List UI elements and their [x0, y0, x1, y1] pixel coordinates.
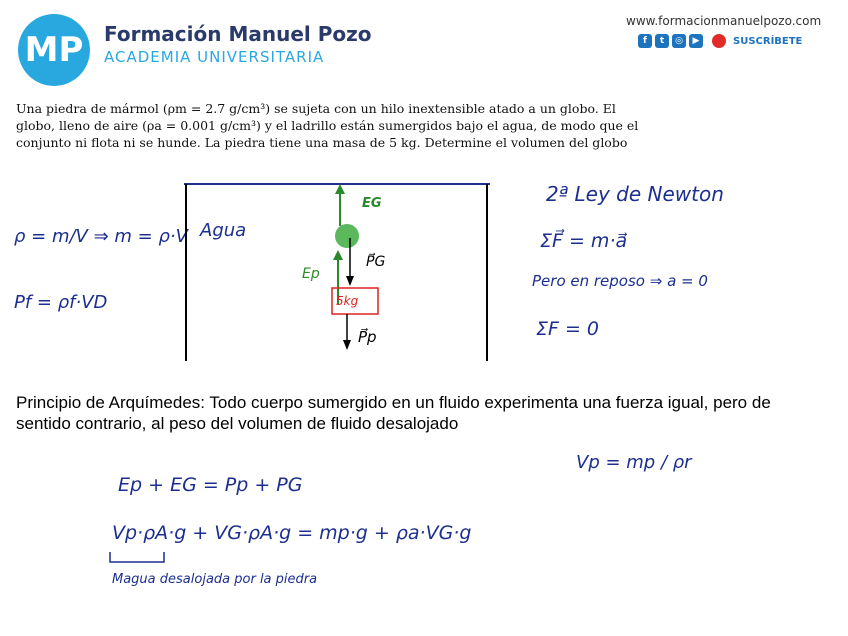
force-ep-label: Ep — [302, 266, 320, 282]
subscribe-button[interactable]: SUSCRÍBETE — [733, 35, 803, 47]
facebook-icon[interactable]: f — [638, 34, 652, 48]
sum-zero-equation: ΣF = 0 — [536, 318, 600, 340]
density-formula: ρ = m/V ⇒ m = ρ·V — [14, 226, 188, 247]
underline-bracket — [108, 550, 168, 566]
site-url-link[interactable]: www.formacionmanuelpozo.com — [626, 14, 822, 28]
instagram-icon[interactable]: ◎ — [672, 34, 686, 48]
balance-equation: Ep + EG = Pp + PG — [118, 474, 303, 496]
force-eg-label: EG — [362, 196, 382, 211]
balloon-icon — [335, 224, 359, 248]
brand-subtitle: ACADEMIA UNIVERSITARIA — [104, 48, 325, 66]
diagram — [180, 176, 500, 366]
logo-icon: MP — [18, 14, 90, 86]
social-bar — [638, 34, 802, 48]
bell-icon[interactable] — [712, 34, 726, 48]
newton-equation: ΣF⃗ = m·a⃗ — [540, 230, 628, 252]
newton-title: 2ª Ley de Newton — [546, 182, 724, 206]
force-pg-label: P⃗G — [366, 254, 386, 270]
youtube-icon[interactable]: ▶ — [689, 34, 703, 48]
weight-formula: Pf = ρf·VD — [14, 292, 108, 313]
expanded-equation: Vp·ρA·g + VG·ρA·g = mp·g + ρa·VG·g — [112, 522, 472, 544]
stone-label: 5kg — [336, 294, 359, 308]
vp-formula: Vp = mp / ρr — [576, 452, 692, 473]
problem-statement: Una piedra de mármol (ρm = 2.7 g/cm³) se sujeta con un hilo inextensible atado a un globo. El globo, lleno de aire (ρa = 0.001 g/cm³) y el ladrillo están sumergidos bajo el agua, de modo que el conjunto ni flota ni se hunde. La piedra tiene una masa de 5 kg. Determine el volumen del globo — [16, 101, 639, 150]
displaced-water-note: Magua desalojada por la piedra — [112, 572, 318, 587]
water-label: Agua — [200, 220, 247, 241]
rest-note: Pero en reposo ⇒ a = 0 — [532, 272, 708, 290]
force-pp-label: P⃗p — [358, 328, 377, 346]
twitter-icon[interactable]: t — [655, 34, 669, 48]
archimedes-principle: Principio de Arquímedes: Todo cuerpo sumergido en un fluido experimenta una fuerza igual, pero de sentido contrario, al peso del volumen de fluido desalojado — [16, 393, 771, 433]
brand-title: Formación Manuel Pozo — [104, 22, 372, 46]
